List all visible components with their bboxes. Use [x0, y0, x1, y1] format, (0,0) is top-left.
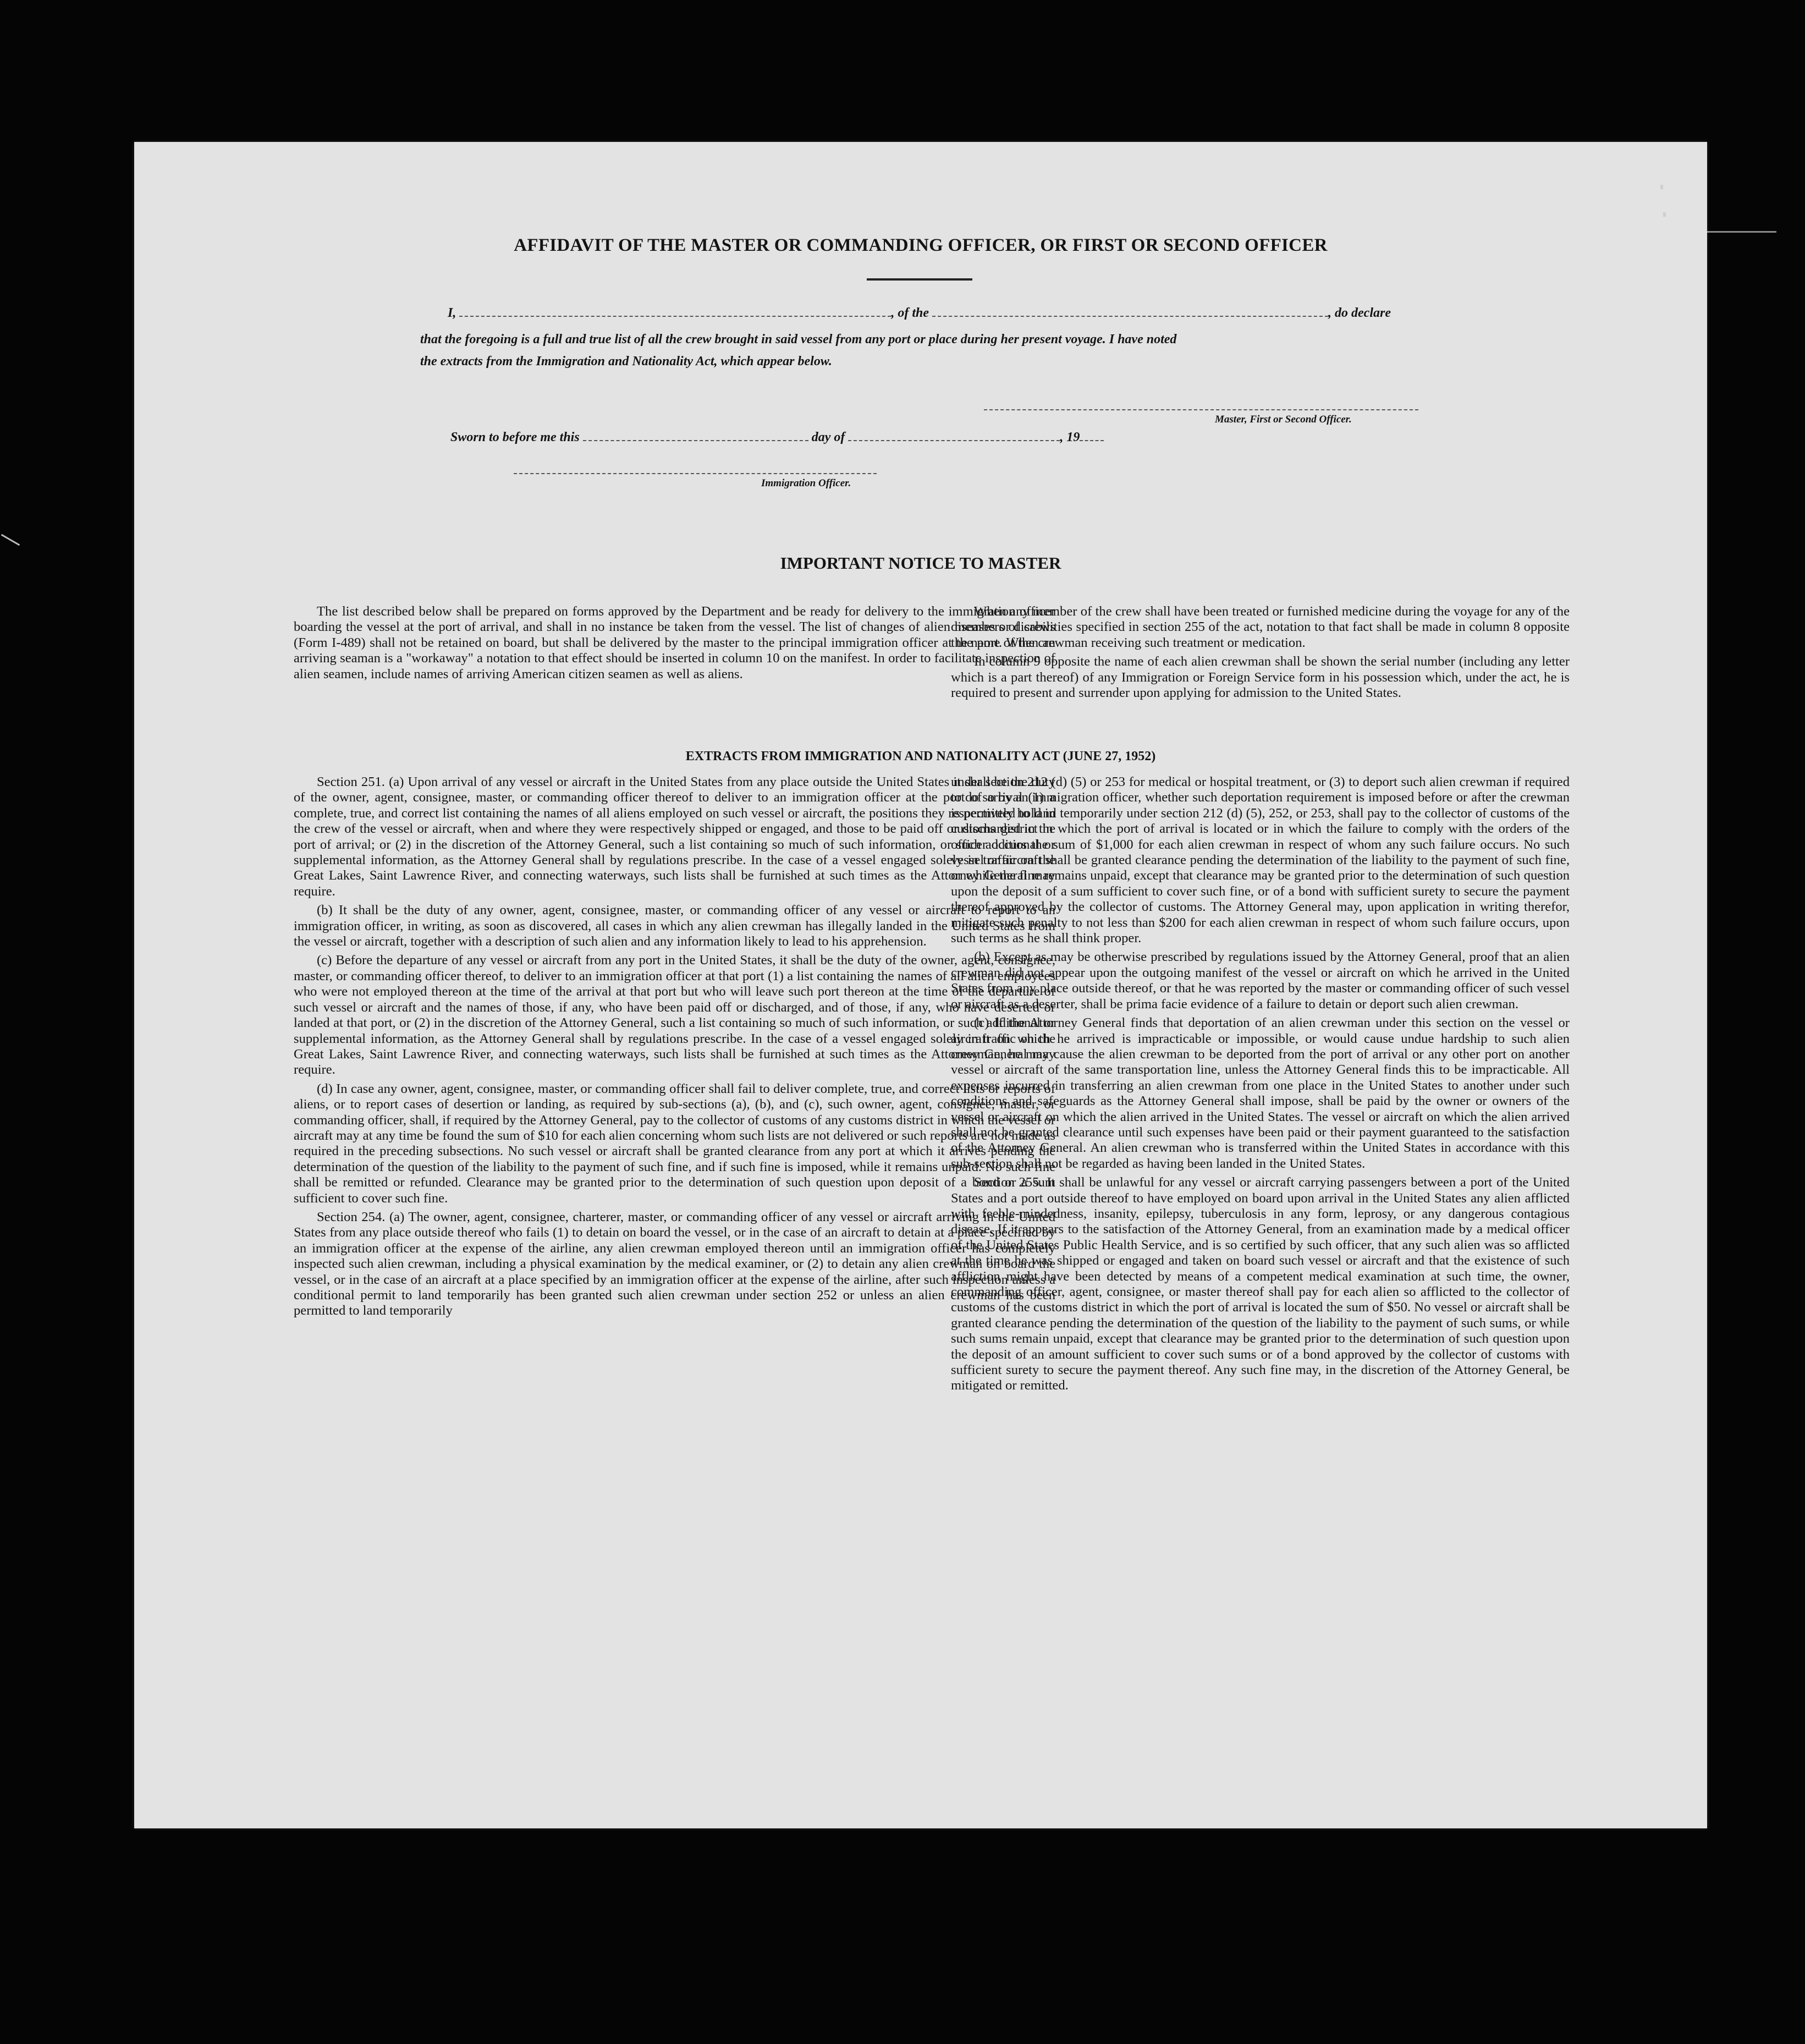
scan-artifact-left — [1, 534, 20, 546]
notice-right-column — [951, 604, 1570, 704]
extracts-right-column — [951, 774, 1570, 1397]
day-of-label: day of — [811, 430, 845, 444]
affidavit-do-declare-label: , do declare — [1328, 306, 1391, 320]
affidavit-title: AFFIDAVIT OF THE MASTER OR COMMANDING OFFICER, OR FIRST OR SECOND OFFICER — [514, 235, 1328, 255]
notice-left-column — [294, 604, 1055, 685]
affidavit-line-1 — [448, 306, 1391, 321]
section-255: Section 255. It shall be unlawful for any vessel or aircraft carrying passengers between a port of the United States and a port outside thereof to have employed on board upon arrival in the United States any alien afflicted with feeble-mindedness, insanity, epilepsy, tuberculosis in any form, leprosy, or any dangerous contagious disease. If it appears to the satisfaction of the Attorney General, from an examination made by a medical officer of the United States Public Health Service, and is so certified by such officer, that any such alien was so afflicted at the time he was shipped or engaged and taken on board such vessel or aircraft and that the existence of such affliction might have been detected by means of a competent medical examination at such time, the owner, commanding officer, agent, consignee, or master thereof shall pay for each alien so afflicted to the collector of customs of the customs district in which the port of arrival is located the sum of $50. No vessel or aircraft shall be granted clearance pending the determination of the question of the liability to the payment of such sums, or while such sums remain unpaid, except that clearance may be granted prior to the determination of such question upon the deposit of an amount sufficient to cover such sums or of a bond approved by the collector of customs with sufficient surety to secure the payment thereof. Any such fine may, in the discretion of the Attorney General, be mitigated or remitted. — [951, 1175, 1570, 1393]
sworn-day-blank[interactable] — [583, 430, 808, 441]
section-251-d: (d) In case any owner, agent, consignee, master, or commanding officer shall fail to deliver complete, true, and correct lists or reports of aliens, or to report cases of desertion or landing, as required by sub-sections (a), (b), and (c), such owner, agent, consignee, master, or commanding officer, shall, if required by the Attorney General, pay to the collector of customs of any customs district in which the vessel or aircraft may at any time be found the sum of $10 for each alien concerning whom such lists are not delivered or such reports are not made as required in the preceding subsections. No such vessel or aircraft shall be granted clearance from any port at which it arrives pending the determination of the question of the liability to the payment of such fine, and if such fine is imposed, while it remains unpaid. No such fine shall be remitted or refunded. Clearance may be granted prior to the determination of such question upon deposit of a bond or a sum sufficient to cover such fine. — [294, 1081, 1055, 1206]
year-prefix: , 19 — [1060, 430, 1080, 444]
name-blank[interactable] — [459, 306, 891, 317]
extracts-left-column — [294, 774, 1055, 1322]
immigration-officer-caption: Immigration Officer. — [761, 477, 851, 489]
section-254-a: Section 254. (a) The owner, agent, consignee, charterer, master, or commanding officer of any vessel or aircraft arriving in the United States from any place outside thereof who fails (1) to detain on board the vessel, or in the case of an aircraft to detain at a place specified by an immigration officer at the expense of the airline, any alien crewman employed thereon until an immigration officer has completely inspected such alien crewman, including a physical examination by the medical examiner, or (2) to detain any alien crewman on board the vessel, or in the case of an aircraft at a place specified by an immigration officer at the expense of the airline, after such inspection unless a conditional permit to land temporarily has been granted such alien crewman under section 252 or unless an alien crewman has been permitted to land temporarily — [294, 1209, 1055, 1318]
extracts-title: EXTRACTS FROM IMMIGRATION AND NATIONALITY ACT (JUNE 27, 1952) — [685, 749, 1156, 763]
section-254-a-continued: under section 212 (d) (5) or 253 for medical or hospital treatment, or (3) to deport such alien crewman if required to do so by an immigration officer, whether such deportation requirement is imposed before or after the crewman is permitted to land temporarily under section 212 (d) (5), 252, or 253, shall pay to the collector of customs of the customs district in which the port of arrival is located or in which the failure to comply with the orders of the officer occurs the sum of $1,000 for each alien crewman in respect of whom any such failure occurs. No such vessel or aircraft shall be granted clearance pending the determination of the liability to the payment of such fine, or while the fine remains unpaid, except that clearance may be granted prior to the determination of such question upon the deposit of a sum sufficient to cover such fine, or of a bond with sufficient surety to secure the payment thereof approved by the collector of customs. The Attorney General may, upon application in writing therefor, mitigate such penalty to not less than $200 for each alien crewman in respect of whom such failure occurs, upon such terms as he shall think proper. — [951, 774, 1570, 946]
vessel-blank[interactable] — [932, 306, 1328, 317]
section-254-b: (b) Except as may be otherwise prescribed by regulations issued by the Attorney General, proof that an alien crewman did not appear upon the outgoing manifest of the vessel or aircraft on which he arrived in the United States from any place outside thereof, or that he was reported by the master or commanding officer of such vessel or aircraft as a deserter, shall be prima facie evidence of a failure to detain or deport such alien crewman. — [951, 949, 1570, 1012]
section-251-b: (b) It shall be the duty of any owner, agent, consignee, master, or commanding officer of any vessel or aircraft to report to an immigration officer, in writing, as soon as discovered, all cases in which any alien crewman has illegally landed in the United States from the vessel or aircraft, together with a description of such alien and any information likely to lead to his apprehension. — [294, 903, 1055, 949]
notice-right-paragraph-1: When any member of the crew shall have been treated or furnished medicine during the voyage for any of the diseases or disabilities specified in section 255 of the act, notation to that fact shall be made in column 8 opposite the name of the crewman receiving such treatment or medication. — [951, 604, 1570, 650]
scan-speck — [1660, 185, 1663, 189]
sworn-line — [450, 430, 1104, 445]
sworn-label: Sworn to before me this — [450, 430, 580, 444]
affidavit-line-3: the extracts from the Immigration and Nationality Act, which appear below. — [420, 354, 832, 369]
sworn-month-blank[interactable] — [848, 430, 1060, 441]
document-page — [134, 142, 1707, 1828]
notice-right-paragraph-2: In column 9 opposite the name of each alien crewman shall be shown the serial number (including any letter which is a part thereof) of any Immigration or Foreign Service form in his possession which, under the act, he is required to present and surrender upon applying for admission to the United States. — [951, 654, 1570, 701]
affidavit-of-the-label: , of the — [891, 306, 929, 320]
master-caption: Master, First or Second Officer. — [1215, 414, 1352, 425]
sworn-year-blank[interactable] — [1080, 430, 1104, 441]
master-signature-line[interactable] — [984, 409, 1418, 410]
notice-left-paragraph: The list described below shall be prepared on forms approved by the Department and be ready for delivery to the immigration officer boarding the vessel at the port of arrival, and shall in no instance be taken from the vessel. The list of changes of alien members of crews (Form I-489) shall not be retained on board, but shall be delivered by the master to the principal immigration officer at the port. When an arriving seaman is a "workaway" a notation to that effect should be inserted in column 10 on the manifest. In order to facilitate inspection of alien seamen, include names of arriving American citizen seamen as well as aliens. — [294, 604, 1055, 682]
affidavit-line-2: that the foregoing is a full and true list of all the crew brought in said vessel from any port or place during her present voyage. I have noted — [420, 332, 1177, 347]
section-251-c: (c) Before the departure of any vessel or aircraft from any port in the United States, it shall be the duty of the owner, agent, consignee, master, or commanding officer thereof, to deliver to an immigration officer at that port (1) a list containing the names of all alien employees who were not employed thereon at the time of the arrival at that port but who will leave such port thereon at the time of the departure of such vessel or aircraft and the names of those, if any, who have been paid off or discharged, and of those, if any, who have deserted or landed at that port, or (2) in the discretion of the Attorney General, such a list containing so much of such information, or such additional or supplemental information, as the Attorney General shall by regulations prescribe. In the case of a vessel engaged solely in traffic on the Great Lakes, Saint Lawrence River, and connecting waterways, such lists shall be furnished at such times as the Attorney General may require. — [294, 953, 1055, 1078]
immigration-officer-signature-line[interactable] — [514, 473, 877, 474]
section-251-a: Section 251. (a) Upon arrival of any vessel or aircraft in the United States from any place outside the United States it shall be the duty of the owner, agent, consignee, master, or commanding officer thereof to deliver to an immigration officer at the port of arrival (1) a complete, true, and correct list containing the names of all aliens employed on such vessel or aircraft, the positions they respectively hold in the crew of the vessel or aircraft, when and where they were respectively shipped or engaged, and those to be paid off or discharged in the port of arrival; or (2) in the discretion of the Attorney General, such a list containing so much of such information, or such additional or supplemental information, as the Attorney General shall by regulations prescribe. In the case of a vessel engaged solely in traffic on the Great Lakes, Saint Lawrence River, and connecting waterways, such lists shall be furnished at such times as the Attorney General may require. — [294, 774, 1055, 899]
section-254-c: (c) If the Attorney General finds that deportation of an alien crewman under this section on the vessel or aircraft on which he arrived is impracticable or impossible, or would cause undue hardship to such alien crewman, he may cause the alien crewman to be deported from the port of arrival or any other port on another vessel or aircraft of the same transportation line, unless the Attorney General finds this to be impracticable. All expenses incurred in transferring an alien crewman from one place in the United States to another under such conditions and safeguards as the Attorney General shall impose, shall be paid by the owner or owners of the vessel or aircraft on which the alien arrived in the United States. The vessel or aircraft on which the alien arrived shall not be granted clearance until such expenses have been paid or their payment guaranteed to the satisfaction of the Attorney General. An alien crewman who is transferred within the United States in accordance with this sub-section shall not be regarded as having been landed in the United States. — [951, 1015, 1570, 1171]
notice-title: IMPORTANT NOTICE TO MASTER — [780, 553, 1061, 573]
title-rule — [867, 278, 972, 281]
affidavit-i-label: I, — [448, 306, 456, 320]
scan-speck — [1663, 212, 1666, 217]
